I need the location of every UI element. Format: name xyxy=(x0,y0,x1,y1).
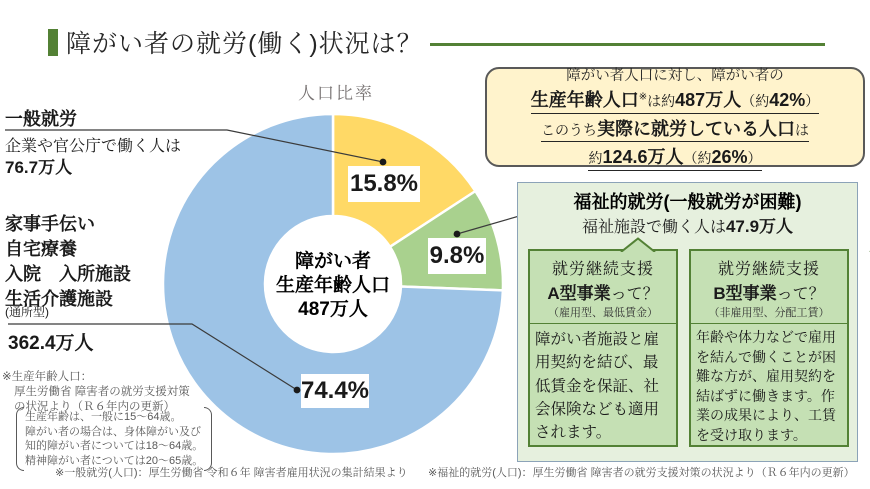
other-line-4: 生活介護施設 xyxy=(5,289,113,309)
bracket-line-4: 精神障がい者については20～65歳。 xyxy=(25,454,204,467)
label-general-employment-desc: 企業や官公庁で働く人は xyxy=(5,138,182,155)
other-line-2: 自宅療養 xyxy=(5,239,77,259)
wnote-line2: 厚生労働省 障害者の就労支援対策 xyxy=(14,386,190,398)
center-line-3: 487万人 xyxy=(298,299,368,320)
chart-title: 人口比率 xyxy=(298,84,374,103)
card-type-a xyxy=(528,249,678,447)
label-general-employment-value: 76.7万人 xyxy=(5,158,73,177)
summary-line-2: 生産年齢人口※は約487万人（約42%） xyxy=(531,86,819,114)
title-accent-bar xyxy=(48,29,58,56)
slice-label-general: 15.8% xyxy=(348,166,420,202)
footnote-welfare: ※福祉的就労(人口)：厚生労働省 障害者の就労支援対策の状況より（Ｒ６年内の更新） xyxy=(428,467,855,479)
title-rule xyxy=(430,43,825,46)
label-other-note: (通所型) xyxy=(5,305,49,319)
other-line-3: 入院 入所施設 xyxy=(5,264,131,284)
center-line-2: 生産年齢人口 xyxy=(275,275,390,296)
label-other-value: 362.4万人 xyxy=(8,333,94,354)
label-other-category xyxy=(5,212,131,312)
wnote-head: ※生産年齢人口： xyxy=(2,371,93,383)
bracket-line-3: 知的障がい者については18～64歳。 xyxy=(25,440,204,452)
slice-label-welfare: 9.8% xyxy=(428,238,486,274)
summary-line-3: このうち実際に就労している人口は xyxy=(541,115,809,142)
footnote-general: ※一般就労(人口)：厚生労働省 令和６年 障害者雇用状況の集計結果より xyxy=(55,467,408,479)
card-type-b xyxy=(689,249,849,447)
other-line-1: 家事手伝い xyxy=(5,214,95,234)
welfare-panel-subline: 福祉施設で働く人は47.9万人 xyxy=(581,217,794,236)
donut-center-label xyxy=(258,250,408,322)
summary-line-4: 約124.6万人（約26%） xyxy=(588,143,761,171)
card-b-body: 年齢や体力などで雇用を結んで働くことが困難な方が、雇用契約を結ばずに働きます。作業の成果により、工賃を受け取ります。 xyxy=(696,329,836,443)
summary-line-1: 障がい者人口に対し、障がい者の xyxy=(566,67,784,84)
center-line-1: 障がい者 xyxy=(294,251,371,272)
working-age-bracket-note xyxy=(16,407,212,471)
card-a-pointer-icon xyxy=(620,237,656,252)
card-a-header: 就労継続支援 A型事業って？ （雇用型、最低賃金） xyxy=(530,251,676,324)
page-title: 障がい者の就労(働く)状況は？ xyxy=(66,30,423,58)
bracket-line-1: 生産年齢は、一般に15～64歳。 xyxy=(25,411,182,423)
slice-label-other: 74.4% xyxy=(301,374,369,408)
bracket-line-2: 障がい者の場合は、身体障がい及び xyxy=(25,425,201,438)
card-b-header: 就労継続支援 B型事業って？ （非雇用型、分配工賃） xyxy=(691,251,847,324)
welfare-panel-header: 福祉的就労(一般就労が困難) xyxy=(573,192,802,212)
label-general-employment-title: 一般就労 xyxy=(5,109,77,129)
card-a-body: 障がい者施設と雇用契約を結び、最低賃金を保証、社会保険なども適用されます。 xyxy=(535,331,660,441)
welfare-panel xyxy=(517,182,858,462)
wnote-line3: の状況より（Ｒ６年内の更新） xyxy=(14,401,175,413)
summary-box xyxy=(485,67,865,167)
